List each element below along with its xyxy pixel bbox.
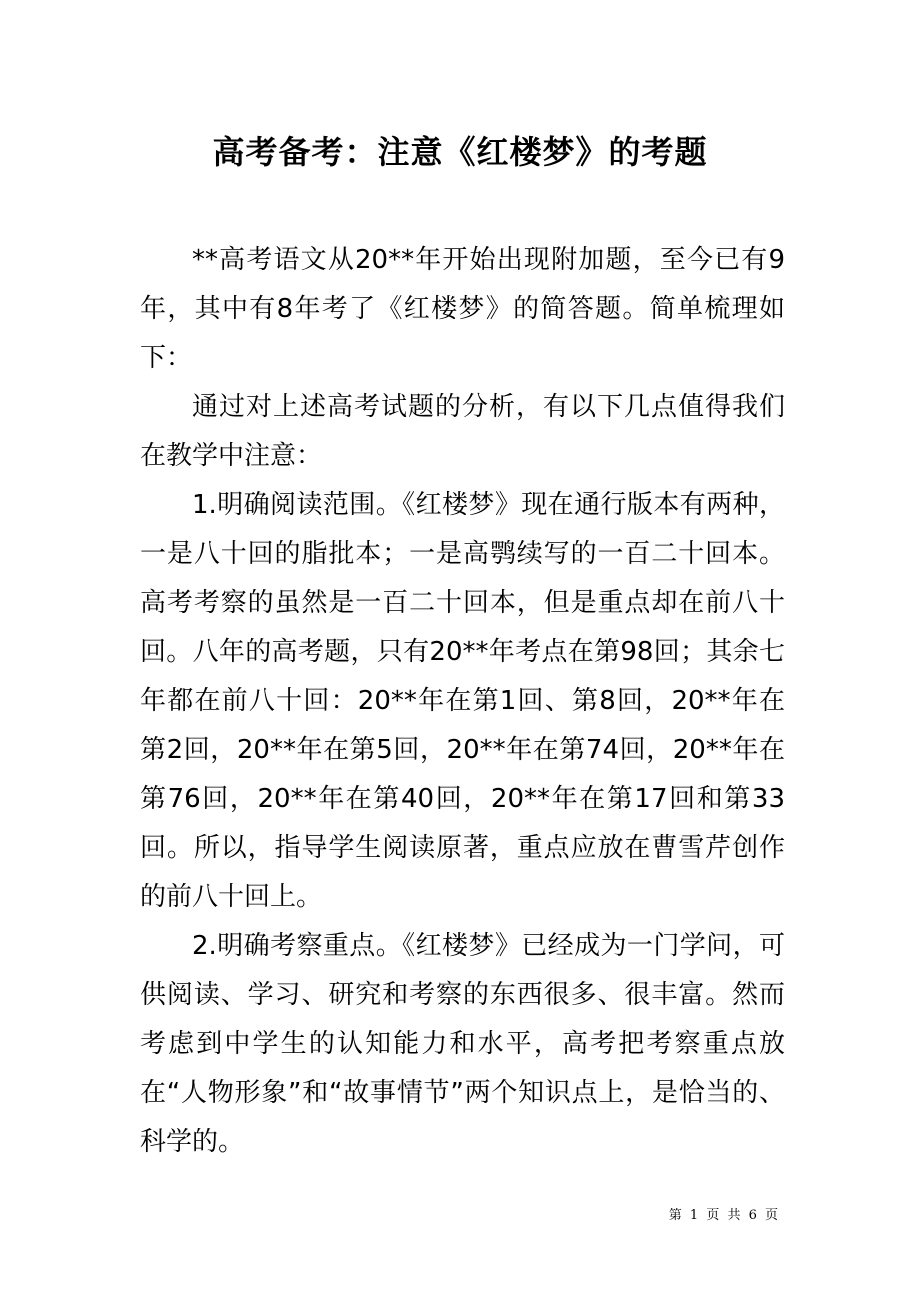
paragraph-intro: **高考语文从20**年开始出现附加题，至今已有9年，其中有8年考了《红楼梦》的简答题。简单梳理如下： (140, 245, 785, 373)
paragraph-analysis: 通过对上述高考试题的分析，有以下几点值得我们在教学中注意： (140, 392, 785, 471)
document-body (140, 236, 785, 1167)
paragraph-point-1: 1.明确阅读范围。《红楼梦》现在通行版本有两种，一是八十回的脂批本；一是高鹗续写的一百二十回本。高考考察的虽然是一百二十回本，但是重点却在前八十回。八年的高考题，只有20**年考点在第98回；其余七年都在前八十回：20**年在第1回、第8回，20**年在第2回，20**年在第5回，20**年在第74回，20**年在第76回，20**年在第40回，20**年在第17回和第33回。所以，指导学生阅读原著，重点应放在曹雪芹创作的前八十回上。 (140, 490, 785, 912)
paragraph-point-2: 2.明确考察重点。《红楼梦》已经成为一门学问，可供阅读、学习、研究和考察的东西很多、很丰富。然而考虑到中学生的认知能力和水平，高考把考察重点放在“人物形象”和“故事情节”两个知识点上，是恰当的、科学的。 (140, 931, 785, 1157)
document-title: 高考备考：注意《红楼梦》的考题 (212, 133, 708, 171)
page-number: 第 1 页 共 6 页 (668, 1208, 780, 1223)
